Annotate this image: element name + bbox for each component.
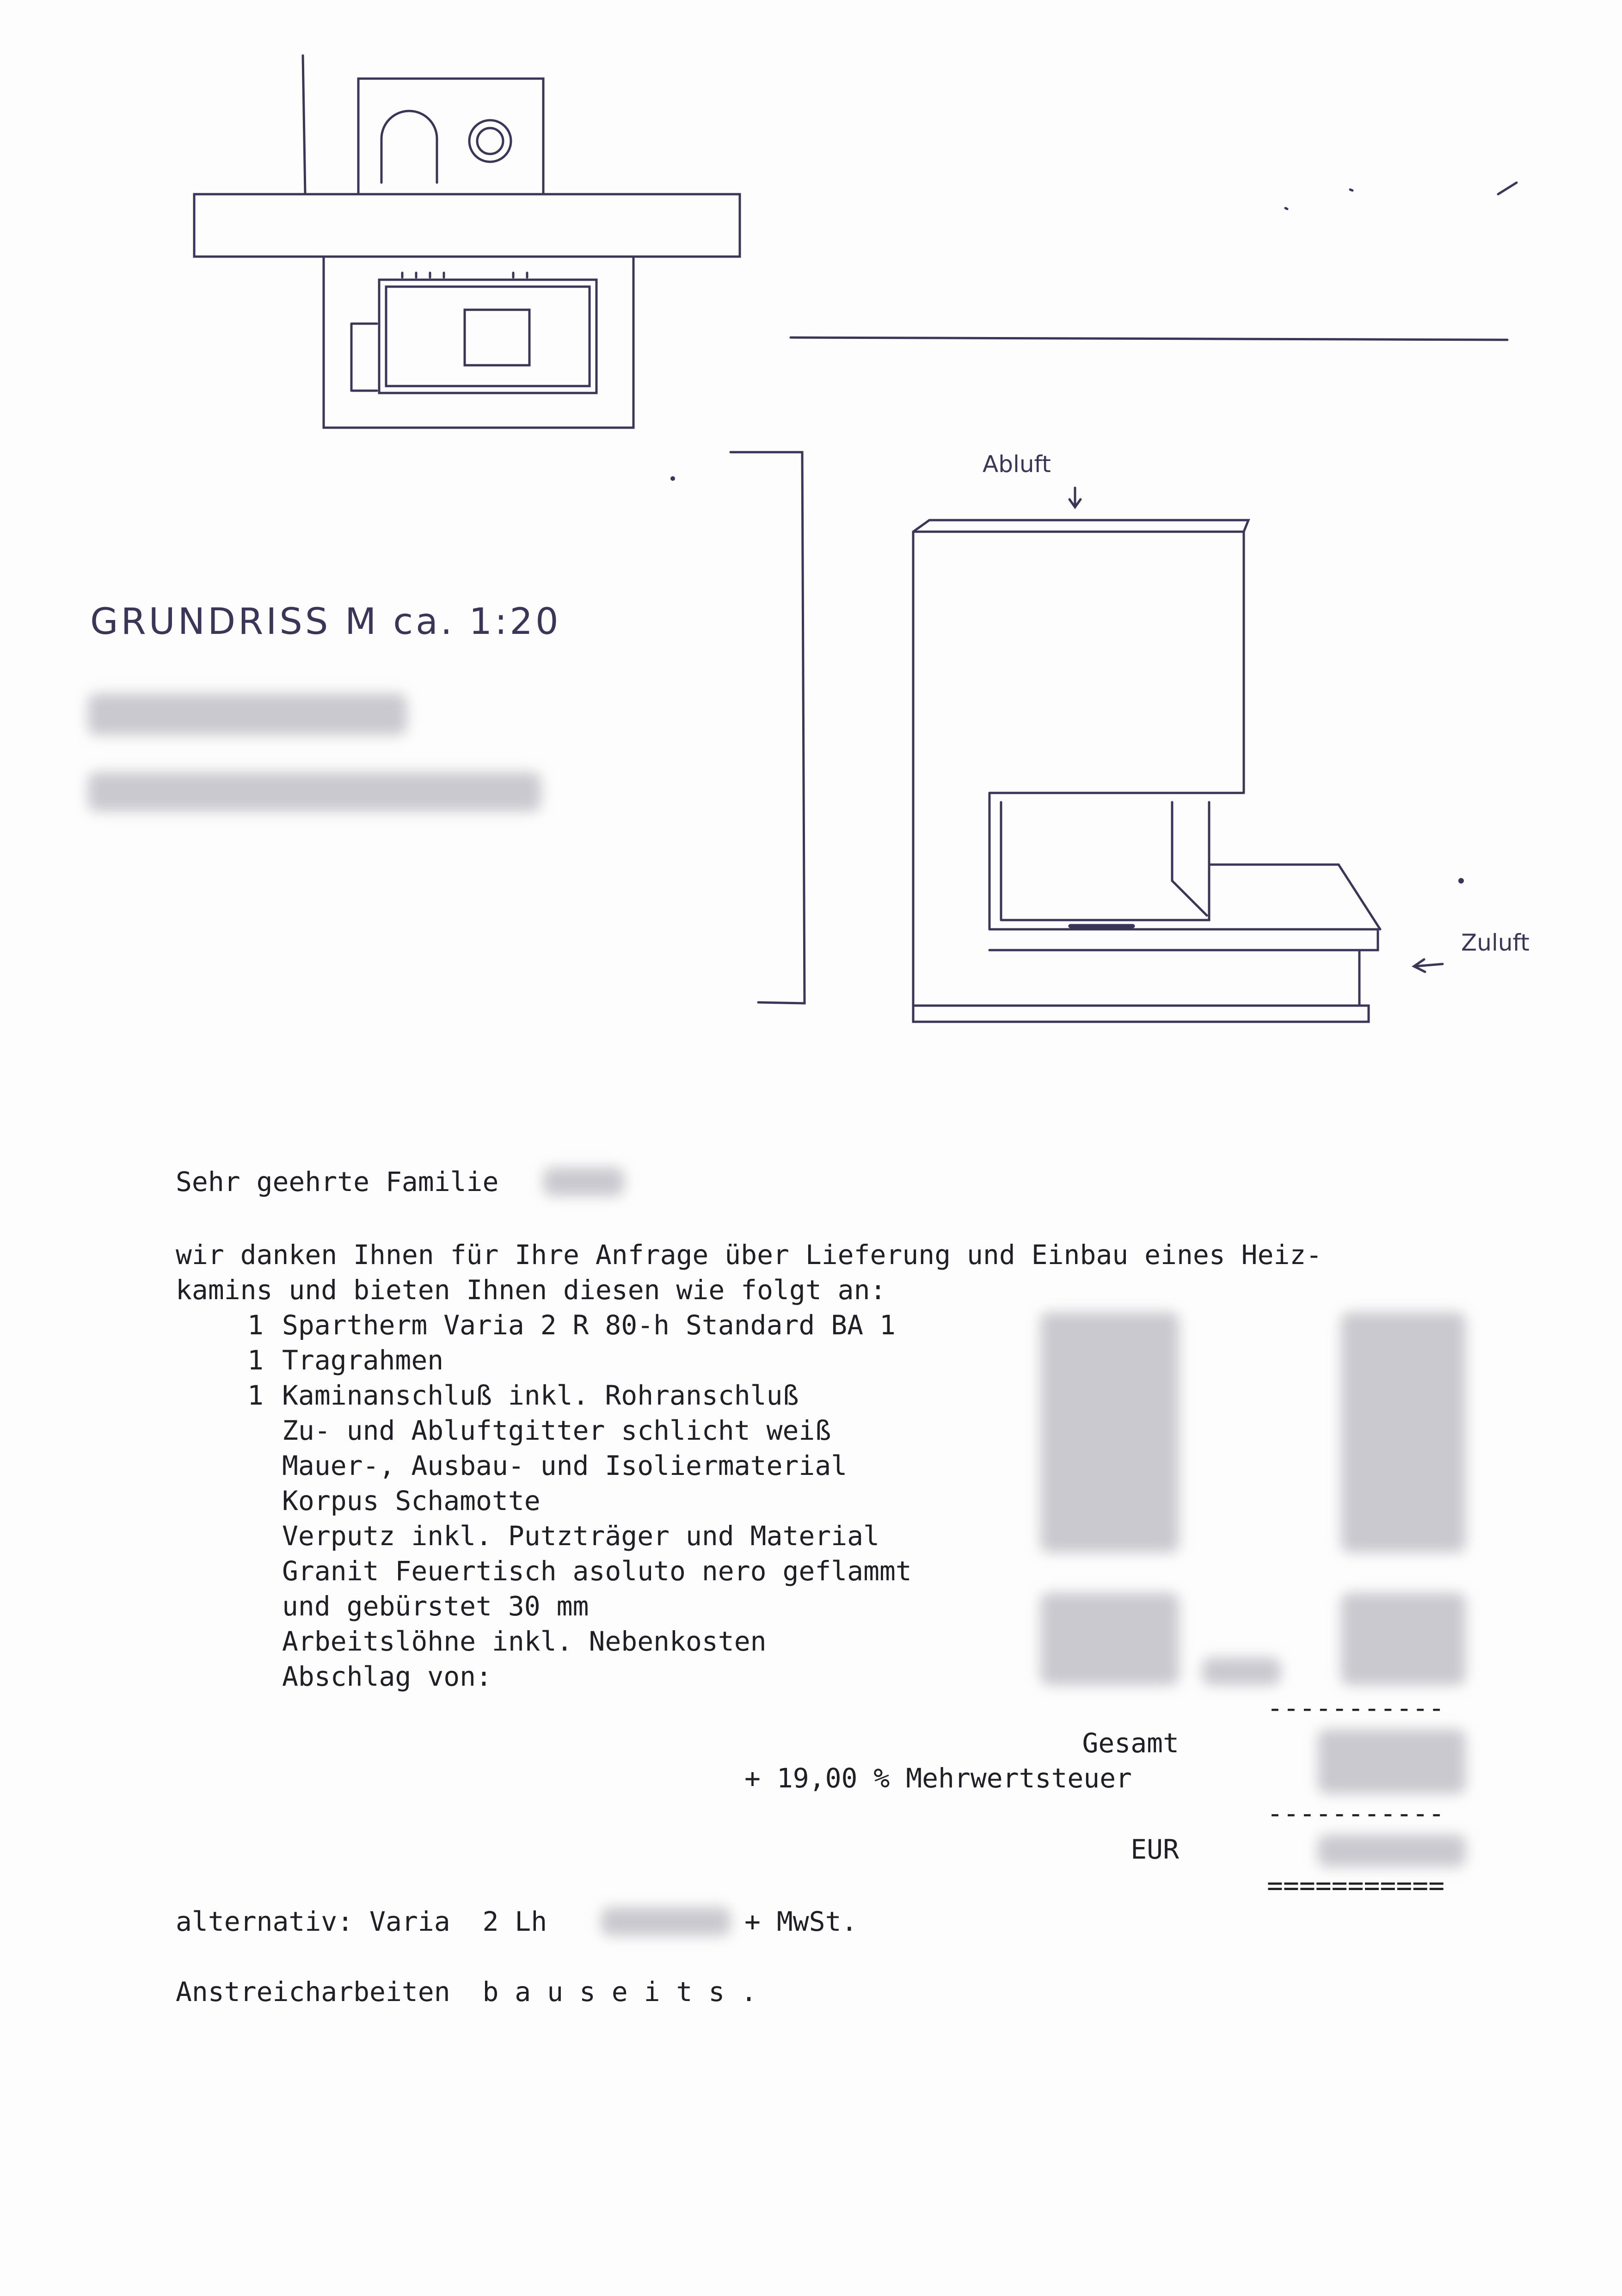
- separator-single: -----------: [1267, 1798, 1445, 1829]
- list-item-qty: 1: [247, 1344, 264, 1376]
- redacted-discount-rate: [1202, 1658, 1281, 1685]
- abluft-label: Abluft: [983, 451, 1051, 478]
- list-item: Zu- und Abluftgitter schlicht weiß: [282, 1415, 831, 1446]
- list-item: Verputz inkl. Putzträger und Material: [282, 1520, 880, 1552]
- list-item: Granit Feuertisch asoluto nero geflammt: [282, 1555, 912, 1587]
- intro-line-1: wir danken Ihnen für Ihre Anfrage über Lieferung und Einbau eines Heiz-: [176, 1239, 1322, 1271]
- redacted-family-name: [543, 1167, 624, 1196]
- redacted-line-totals-lower: [1341, 1593, 1466, 1685]
- separator-single: -----------: [1267, 1692, 1445, 1724]
- painting-note: Anstreicharbeiten b a u s e i t s .: [176, 1976, 757, 2007]
- zuluft-label: Zuluft: [1461, 929, 1530, 956]
- list-item-qty: 1: [247, 1380, 264, 1411]
- vat-label: + 19,00 % Mehrwertsteuer: [744, 1762, 1132, 1794]
- alternative-vat-note: + MwSt.: [744, 1906, 858, 1937]
- list-item: Mauer-, Ausbau- und Isoliermaterial: [282, 1450, 848, 1481]
- alternative-offer: alternativ: Varia 2 Lh: [176, 1906, 547, 1937]
- list-item: Spartherm Varia 2 R 80-h Standard BA 1: [282, 1309, 896, 1341]
- list-item: Tragrahmen: [282, 1344, 444, 1376]
- list-item: Arbeitslöhne inkl. Nebenkosten: [282, 1626, 767, 1657]
- redacted-unit-prices: [1040, 1312, 1179, 1553]
- redacted-line-totals: [1341, 1312, 1466, 1553]
- list-item: Kaminanschluß inkl. Rohranschluß: [282, 1380, 799, 1411]
- plan-scale-label: GRUNDRISS M ca. 1:20: [90, 601, 561, 643]
- total-label: Gesamt: [1082, 1727, 1179, 1759]
- list-item: Korpus Schamotte: [282, 1485, 541, 1516]
- redacted-alternative-price: [601, 1907, 731, 1936]
- list-item: und gebürstet 30 mm: [282, 1590, 589, 1622]
- separator-double: ===========: [1267, 1870, 1445, 1901]
- currency-label: EUR: [1130, 1834, 1179, 1865]
- redacted-grand-total: [1318, 1835, 1466, 1867]
- redacted-unit-prices-lower: [1040, 1593, 1179, 1685]
- list-item: Abschlag von:: [282, 1661, 492, 1692]
- redacted-total: [1318, 1729, 1466, 1794]
- list-item-qty: 1: [247, 1309, 264, 1341]
- intro-line-2: kamins und bieten Ihnen diesen wie folgt an:: [176, 1274, 886, 1306]
- salutation: Sehr geehrte Familie: [176, 1166, 499, 1197]
